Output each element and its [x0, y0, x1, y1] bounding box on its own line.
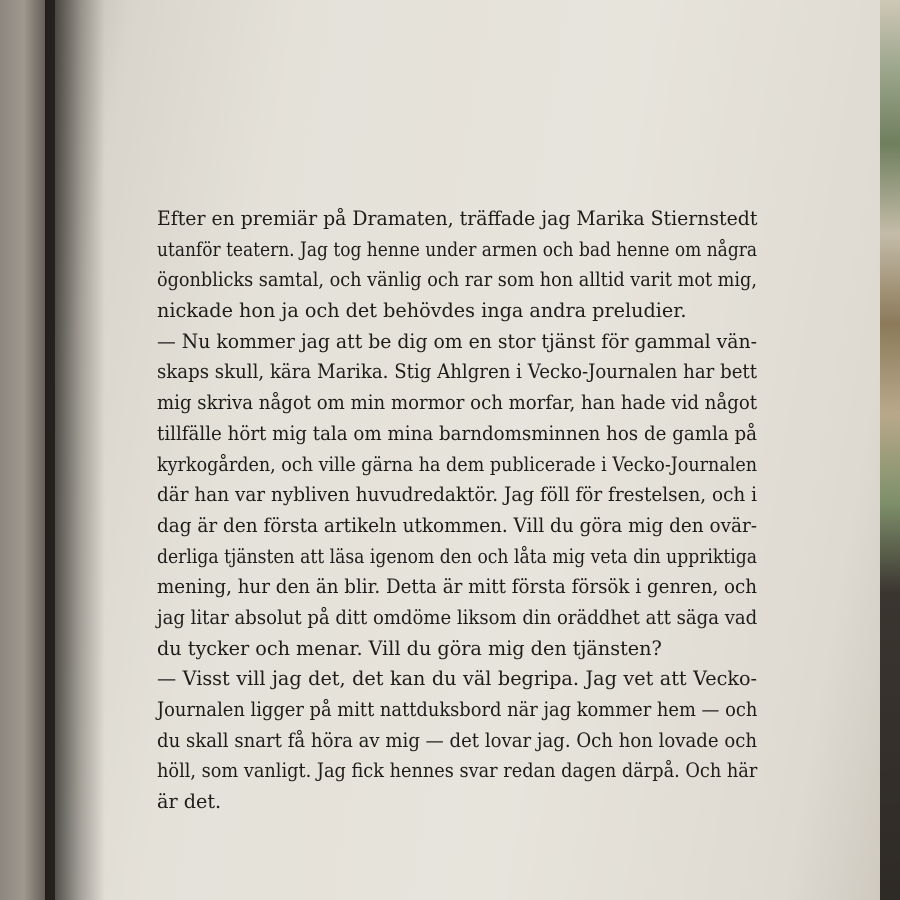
- paragraph-3: [157, 664, 757, 817]
- text-line: skaps skull, kära Marika. Stig Ahlgren i Vecko-Journalen har bett: [157, 360, 758, 384]
- text-line: tillfälle hört mig tala om mina barndomsminnen hos de gamla på: [157, 421, 758, 445]
- text-line: Journalen ligger på mitt nattduksbord när jag kommer hem — och: [157, 698, 758, 721]
- text-line: Efter en premiär på Dramaten, träffade jag Marika Stiernstedt: [157, 207, 758, 230]
- paragraph-2: [157, 327, 757, 665]
- text-line: mig skriva något om min mormor och morfar, han hade vid något: [157, 391, 758, 415]
- text-line: höll, som vanligt. Jag fick hennes svar redan dagen därpå. Och här: [157, 759, 758, 783]
- text-line: du tycker och menar. Vill du göra mig den tjänsten?: [157, 636, 662, 660]
- text-line: där han var nybliven huvudredaktör. Jag föll för frestelsen, och i: [157, 483, 758, 507]
- text-line: du skall snart få höra av mig — det lovar jag. Och hon lovade och: [157, 728, 757, 752]
- text-line: — Visst vill jag det, det kan du väl begripa. Jag vet att Vecko-: [157, 667, 757, 691]
- text-line: derliga tjänsten att läsa igenom den och låta mig veta din uppriktiga: [157, 544, 757, 568]
- text-line: jag litar absolut på ditt omdöme liksom din oräddhet att säga vad: [157, 605, 758, 629]
- text-line: nickade hon ja och det behövdes inga andra preludier.: [157, 299, 687, 323]
- paragraph-1: [157, 204, 757, 327]
- page-text: [157, 204, 757, 818]
- text-line: — Nu kommer jag att be dig om en stor tjänst för gammal vän-: [157, 329, 758, 353]
- text-line: utanför teatern. Jag tog henne under armen och bad henne om några: [157, 237, 758, 261]
- text-line: dag är den första artikeln utkommen. Vill du göra mig den ovär-: [157, 513, 758, 537]
- text-line: kyrkogården, och ville gärna ha dem publicerade i Vecko-Journalen: [157, 452, 758, 476]
- text-line: är det.: [157, 790, 222, 814]
- text-line: ögonblicks samtal, och vänlig och rar som hon alltid varit mot mig,: [157, 268, 757, 292]
- text-line: mening, hur den än blir. Detta är mitt första försök i genren, och: [157, 575, 758, 599]
- gutter-shadow: [45, 0, 105, 900]
